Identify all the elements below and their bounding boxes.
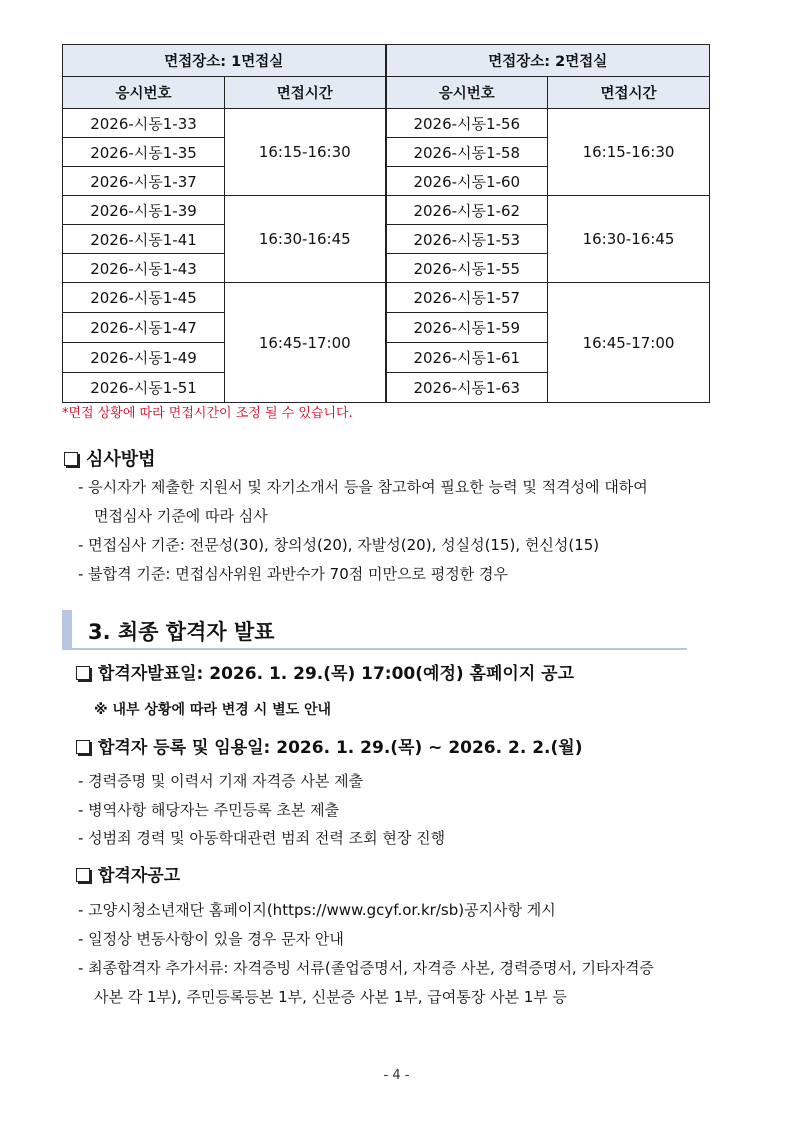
col-id-header: 응시번호 [63, 77, 225, 109]
applicant-id-cell: 2026-시동1-53 [386, 225, 548, 254]
applicant-id-cell: 2026-시동1-39 [63, 196, 225, 225]
notice-heading [76, 861, 180, 886]
review-item-1: - 응시자가 제출한 지원서 및 자기소개서 등을 참고하여 필요한 능력 및 적격성에 대하여 [78, 478, 648, 496]
applicant-id-cell: 2026-시동1-61 [386, 343, 548, 373]
section-underline [72, 648, 687, 650]
review-item-2: - 면접심사 기준: 전문성(30), 창의성(20), 자발성(20), 성실성(15), 헌신성(15) [78, 536, 600, 554]
notice-item-3: - 최종합격자 추가서류: 자격증빙 서류(졸업증명서, 자격증 사본, 경력증명서, 기타자격증 [78, 959, 654, 977]
table-row [63, 196, 710, 225]
applicant-id-cell: 2026-시동1-62 [386, 196, 548, 225]
interview-time-cell: 16:15-16:30 [225, 109, 386, 196]
schedule-note: *면접 상황에 따라 면접시간이 조정 될 수 있습니다. [62, 406, 353, 421]
applicant-id-cell: 2026-시동1-51 [63, 373, 225, 403]
applicant-id-cell: 2026-시동1-58 [386, 138, 548, 167]
applicant-id-cell: 2026-시동1-55 [386, 254, 548, 283]
col-id-header: 응시번호 [386, 77, 548, 109]
applicant-id-cell: 2026-시동1-33 [63, 109, 225, 138]
col-time-header: 면접시간 [548, 77, 710, 109]
section-3-title: 3. 최종 합격자 발표 [88, 620, 275, 644]
applicant-id-cell: 2026-시동1-56 [386, 109, 548, 138]
applicant-id-cell: 2026-시동1-35 [63, 138, 225, 167]
notice-item-2: - 일정상 변동사항이 있을 경우 문자 안내 [78, 930, 344, 948]
applicant-id-cell: 2026-시동1-57 [386, 283, 548, 313]
applicant-id-cell: 2026-시동1-60 [386, 167, 548, 196]
interview-schedule-table [62, 44, 710, 403]
page-number: - 4 - [383, 1068, 410, 1083]
announce-heading [76, 659, 574, 684]
applicant-id-cell: 2026-시동1-63 [386, 373, 548, 403]
announce-note: ※ 내부 상황에 따라 변경 시 별도 안내 [94, 702, 332, 718]
table-row [63, 283, 710, 313]
applicant-id-cell: 2026-시동1-59 [386, 313, 548, 343]
register-item: - 경력증명 및 이력서 기재 자격증 사본 제출 [78, 772, 364, 790]
interview-time-cell: 16:45-17:00 [225, 283, 386, 403]
checkbox-bullet-icon [64, 452, 78, 466]
room2-header: 면접장소: 2면접실 [386, 45, 710, 77]
applicant-id-cell: 2026-시동1-37 [63, 167, 225, 196]
checkbox-bullet-icon [76, 666, 90, 680]
notice-item-1: - 고양시청소년재단 홈페이지(https://www.gcyf.or.kr/sb)공지사항 게시 [78, 901, 556, 919]
interview-time-cell: 16:15-16:30 [548, 109, 710, 196]
applicant-id-cell: 2026-시동1-47 [63, 313, 225, 343]
review-item-1-cont: 면접심사 기준에 따라 심사 [94, 507, 268, 525]
announce-text: 합격자발표일: 2026. 1. 29.(목) 17:00(예정) 홈페이지 공고 [98, 664, 575, 684]
notice-item-3-cont: 사본 각 1부), 주민등록등본 1부, 신분증 사본 1부, 급여통장 사본 1부 등 [94, 988, 568, 1006]
review-heading [64, 445, 156, 471]
applicant-id-cell: 2026-시동1-49 [63, 343, 225, 373]
register-text: 합격자 등록 및 임용일: 2026. 1. 29.(목) ~ 2026. 2. 2.(월) [98, 738, 583, 758]
notice-text: 합격자공고 [98, 866, 181, 886]
register-heading [76, 733, 582, 758]
col-time-header: 면접시간 [225, 77, 386, 109]
section-3-header [62, 610, 687, 650]
register-item: - 병역사항 해당자는 주민등록 초본 제출 [78, 801, 340, 819]
section-bar-decoration [62, 610, 72, 650]
checkbox-bullet-icon [76, 868, 90, 882]
interview-time-cell: 16:45-17:00 [548, 283, 710, 403]
applicant-id-cell: 2026-시동1-45 [63, 283, 225, 313]
review-item-3: - 불합격 기준: 면접심사위원 과반수가 70점 미만으로 평정한 경우 [78, 565, 508, 583]
review-heading-text: 심사방법 [86, 449, 156, 470]
table-row [63, 109, 710, 138]
room1-header: 면접장소: 1면접실 [63, 45, 386, 77]
applicant-id-cell: 2026-시동1-43 [63, 254, 225, 283]
interview-time-cell: 16:30-16:45 [548, 196, 710, 283]
interview-time-cell: 16:30-16:45 [225, 196, 386, 283]
checkbox-bullet-icon [76, 740, 90, 754]
register-item: - 성범죄 경력 및 아동학대관련 범죄 전력 조회 현장 진행 [78, 829, 446, 847]
applicant-id-cell: 2026-시동1-41 [63, 225, 225, 254]
